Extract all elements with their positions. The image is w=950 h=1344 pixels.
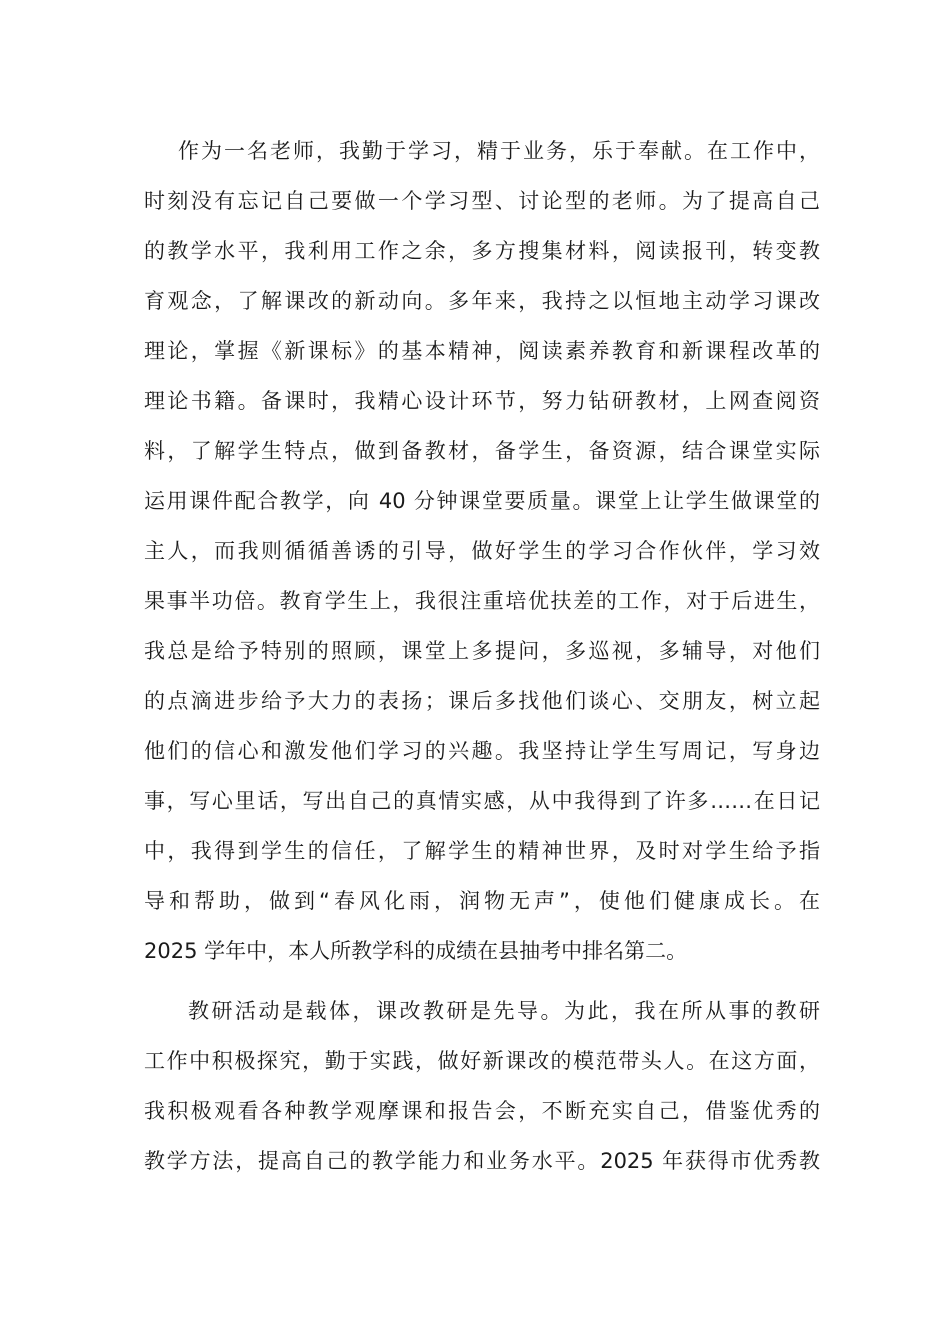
document-body	[144, 126, 820, 1186]
text-line: 工作中积极探究，勤于实践，做好新课改的模范带头人。在这方面，	[144, 1049, 820, 1073]
text-line: 果事半功倍。教育学生上，我很注重培优扶差的工作，对于后进生，	[144, 589, 820, 613]
text-line: 料，了解学生特点，做到备教材，备学生，备资源，结合课堂实际	[144, 439, 820, 463]
text-line: 运用课件配合教学，向 40 分钟课堂要质量。课堂上让学生做课堂的	[144, 489, 820, 513]
paragraph-2	[144, 986, 820, 1186]
text-line: 的教学水平，我利用工作之余，多方搜集材料，阅读报刊，转变教	[144, 239, 820, 263]
text-line: 我总是给予特别的照顾，课堂上多提问，多巡视，多辅导，对他们	[144, 639, 820, 663]
text-line: 主人，而我则循循善诱的引导，做好学生的学习合作伙伴，学习效	[144, 539, 820, 563]
paragraph-1	[144, 126, 820, 976]
text-line: 导和帮助，做到“春风化雨，润物无声”，使他们健康成长。在	[144, 889, 820, 913]
text-line: 的点滴进步给予大力的表扬；课后多找他们谈心、交朋友，树立起	[144, 689, 820, 713]
text-line: 中，我得到学生的信任，了解学生的精神世界，及时对学生给予指	[144, 839, 820, 863]
text-line: 教学方法，提高自己的教学能力和业务水平。2025 年获得市优秀教	[144, 1149, 820, 1173]
text-line: 理论书籍。备课时，我精心设计环节，努力钻研教材，上网查阅资	[144, 389, 820, 413]
text-line: 他们的信心和激发他们学习的兴趣。我坚持让学生写周记，写身边	[144, 739, 820, 763]
text-line: 时刻没有忘记自己要做一个学习型、讨论型的老师。为了提高自己	[144, 189, 820, 213]
text-line: 教研活动是载体，课改教研是先导。为此，我在所从事的教研	[188, 999, 820, 1023]
text-line: 事，写心里话，写出自己的真情实感，从中我得到了许多……在日记	[144, 789, 820, 813]
text-line: 我积极观看各种教学观摩课和报告会，不断充实自己，借鉴优秀的	[144, 1099, 820, 1123]
text-line: 理论，掌握《新课标》的基本精神，阅读素养教育和新课程改革的	[144, 339, 820, 363]
text-line: 作为一名老师，我勤于学习，精于业务，乐于奉献。在工作中，	[178, 139, 820, 163]
text-line: 2025 学年中，本人所教学科的成绩在县抽考中排名第二。	[144, 939, 688, 963]
text-line: 育观念，了解课改的新动向。多年来，我持之以恒地主动学习课改	[144, 289, 820, 313]
